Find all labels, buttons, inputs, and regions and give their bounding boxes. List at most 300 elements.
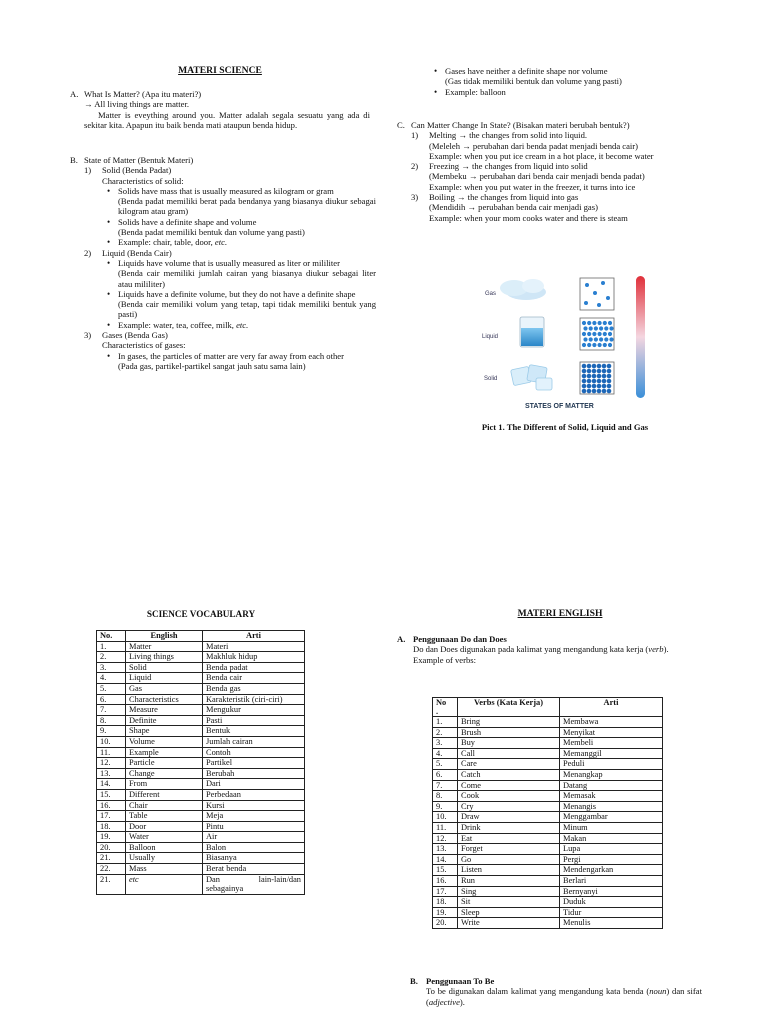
verbs-cell: 1. (433, 717, 458, 728)
liquid-bullet (118, 258, 376, 289)
solid-particle (582, 384, 587, 389)
solid-particle (602, 379, 607, 384)
verbs-cell: Listen (458, 865, 560, 876)
liquid-particle (582, 321, 586, 325)
vocab-cell: Berat benda (203, 864, 305, 875)
solid-particle (602, 389, 607, 394)
liquid-bullet-1: • Liquids have volume that is usually measured as liter or mililiter (118, 257, 340, 268)
verbs-cell: Peduli (560, 759, 663, 770)
english-a-text: Do dan Does digunakan pada kalimat yang mengandung kata kerja ( (413, 644, 649, 655)
vocab-cell: Balloon (126, 842, 203, 853)
liquid-particle (589, 337, 593, 341)
section-b-label: B. (70, 155, 78, 165)
vocab-cell: 5. (97, 683, 126, 694)
verbs-table (432, 697, 663, 929)
vocab-cell: Matter (126, 641, 203, 652)
vocab-row (97, 874, 305, 894)
verbs-cell: 9. (433, 801, 458, 812)
gases-num: 3) (84, 330, 92, 341)
vocab-cell: Benda cair (203, 673, 305, 684)
vocab-cell: Benda padat (203, 662, 305, 673)
states-of-matter-figure (470, 270, 660, 415)
vocab-cell: Berubah (203, 768, 305, 779)
section-a-paragraph: Matter is eveything around you. Matter adalah segala sesuatu yang ada di sekitar kita. Apapun itu baik benda mati ataupun benda hidup. (84, 109, 370, 130)
vocab-cell: Dan lain-lain/dan sebagainya (203, 874, 305, 894)
solid-particle (597, 379, 602, 384)
liquid-bullet-2: • Liquids have a definite volume, but they do not have a definite shape (118, 288, 356, 299)
verbs-cell: Berlari (560, 875, 663, 886)
liquid-particle (598, 343, 602, 347)
figure-caption: Pict 1. The Different of Solid, Liquid and Gas (481, 422, 649, 432)
solid-heading: Solid (Benda Padat) (102, 165, 172, 176)
verbs-row (433, 780, 663, 791)
vocab-cell: 16. (97, 800, 126, 811)
vocab-cell: 9. (97, 726, 126, 737)
solid-bullet-3-etc: etc. (214, 237, 228, 248)
english-b-adjective-italic: adjective (428, 996, 460, 1007)
verbs-cell: Eat (458, 833, 560, 844)
english-a-text-end: ). (663, 644, 669, 655)
verbs-cell: Mendengarkan (560, 865, 663, 876)
gases-bullet-2-translation: (Gas tidak memiliki bentuk dan volume yang pasti) (445, 76, 622, 87)
gases-bullet-1: • In gases, the particles of matter are very far away from each other (118, 350, 344, 361)
solid-particle (607, 384, 612, 389)
solid-bullet (118, 186, 376, 217)
vocab-cell: 22. (97, 864, 126, 875)
verbs-cell: 17. (433, 886, 458, 897)
english-b-text-c: ). (459, 996, 465, 1007)
verbs-cell: Bring (458, 717, 560, 728)
english-b-heading: Penggunaan To Be (426, 976, 495, 986)
section-b-heading: State of Matter (Bentuk Materi) (84, 155, 194, 165)
vocab-row (97, 715, 305, 726)
solid-particle (607, 369, 612, 374)
verbs-cell: Brush (458, 727, 560, 738)
solid-bullet (118, 217, 376, 238)
liquid-particle (608, 321, 612, 325)
gases-bullet-1-translation: (Pada gas, partikel-partikel sangat jauh satu sama lain) (118, 360, 306, 371)
vocab-cell: Particle (126, 758, 203, 769)
solid-label: Solid (484, 376, 498, 382)
english-section-b (410, 976, 702, 1007)
vocab-cell: Meja (203, 811, 305, 822)
english-b-noun-italic: noun (649, 986, 667, 997)
liquid-particle (598, 321, 602, 325)
vocab-cell: 20. (97, 842, 126, 853)
solid-particle (607, 389, 612, 394)
vocab-cell: Volume (126, 736, 203, 747)
liquid-bullet-3-etc: etc. (236, 319, 249, 330)
vocab-cell: 10. (97, 736, 126, 747)
verbs-cell: 16. (433, 875, 458, 886)
solid-particle (597, 374, 602, 379)
verbs-row (433, 875, 663, 886)
gas-label: Gas (485, 291, 497, 297)
solid-particle (602, 364, 607, 369)
vocab-row (97, 652, 305, 663)
vocab-header-arti: Arti (203, 631, 305, 642)
liquid-particle (582, 343, 586, 347)
vocab-cell: 11. (97, 747, 126, 758)
english-a-label: A. (397, 634, 406, 644)
liquid-particle (592, 332, 596, 336)
vocab-row (97, 758, 305, 769)
english-a-example: Example of verbs: (413, 654, 477, 665)
solid-particle (587, 364, 592, 369)
change-item-l1: Freezing → the changes from liquid into solid (429, 161, 588, 172)
liquid-particle (589, 326, 593, 330)
verbs-cell: Buy (458, 738, 560, 749)
solid-particle (602, 374, 607, 379)
vocab-row (97, 853, 305, 864)
vocab-cell: Usually (126, 853, 203, 864)
vocab-cell: Perbedaan (203, 789, 305, 800)
gases-characteristics: Characteristics of gases: (102, 340, 186, 351)
solid-bullet (118, 237, 376, 247)
liquid-particle (609, 326, 613, 330)
vocab-cell: Change (126, 768, 203, 779)
solid-bullet-3: Example: chair, table, door, (118, 237, 213, 248)
vocab-title: SCIENCE VOCABULARY (146, 609, 256, 619)
verbs-cell: Lupa (560, 844, 663, 855)
vocab-row (97, 673, 305, 684)
liquid-particle (603, 343, 607, 347)
liquid-bullet-1-translation: (Benda cair memiliki jumlah cairan yang biasanya diukur sebagai liter atau mililiter) (118, 268, 376, 289)
liquid-label: Liquid (482, 334, 499, 340)
section-c (397, 120, 707, 223)
verbs-cell: Call (458, 748, 560, 759)
vocab-cell: Gas (126, 683, 203, 694)
verbs-row (433, 918, 663, 929)
gases-bullet (118, 351, 376, 372)
solid-particle (582, 389, 587, 394)
section-a-heading: What Is Matter? (Apa itu materi?) (84, 89, 202, 99)
verbs-cell: Datang (560, 780, 663, 791)
verbs-cell: 8. (433, 791, 458, 802)
gases-continued (429, 66, 709, 97)
solid-particle (582, 364, 587, 369)
verbs-cell: 19. (433, 907, 458, 918)
vocab-cell: Definite (126, 715, 203, 726)
vocab-cell: Air (203, 832, 305, 843)
section-a-label: A. (70, 89, 79, 99)
vocab-cell: 6. (97, 694, 126, 705)
verbs-row (433, 907, 663, 918)
english-section-a (397, 634, 702, 665)
vocab-cell: Liquid (126, 673, 203, 684)
english-a-verb-italic: verb (648, 644, 664, 655)
verbs-cell: Membawa (560, 717, 663, 728)
liquid-particle (603, 321, 607, 325)
vocab-row (97, 726, 305, 737)
solid-particle (592, 369, 597, 374)
liquid-particle (587, 321, 591, 325)
verbs-cell: Duduk (560, 897, 663, 908)
liquid-particle (582, 332, 586, 336)
verbs-cell: Care (458, 759, 560, 770)
liquid-particle (599, 337, 603, 341)
gases-bullet (445, 87, 709, 97)
vocab-cell: 13. (97, 768, 126, 779)
english-b-text-b: ) dan sifat ( (426, 986, 702, 1007)
vocab-table-wrap (96, 630, 305, 895)
vocab-header-no: No. (97, 631, 126, 642)
section-c-heading: Can Matter Change In State? (Bisakan materi berubah bentuk?) (411, 120, 630, 130)
section-a-arrow-line: → All living things are matter. (84, 99, 190, 110)
vocab-row (97, 779, 305, 790)
verbs-row (433, 717, 663, 728)
liquid-bullet-3: Example: water, tea, coffee, milk, (118, 319, 234, 330)
change-item-num: 3) (411, 192, 419, 203)
beaker-icon (520, 317, 544, 347)
verbs-table-wrap (432, 697, 663, 929)
vocab-cell: Solid (126, 662, 203, 673)
verbs-cell: 5. (433, 759, 458, 770)
verbs-cell: Go (458, 854, 560, 865)
verbs-cell: Cry (458, 801, 560, 812)
gases-bullet-2: • Gases have neither a definite shape nor volume (445, 66, 608, 76)
vocab-cell: Pintu (203, 821, 305, 832)
liquid-heading: Liquid (Benda Cair) (102, 247, 172, 258)
vocab-cell: 21. (97, 853, 126, 864)
vocab-cell: 21. (97, 874, 126, 894)
english-b-paragraph (426, 986, 702, 1007)
change-item-l2: (Meleleh → perubahan dari benda padat menjadi benda cair) (429, 140, 639, 151)
liquid-particle (594, 337, 598, 341)
change-item-num: 2) (411, 161, 419, 172)
english-title: MATERI ENGLISH (517, 608, 603, 619)
liquid-num: 2) (84, 247, 92, 258)
verbs-row (433, 822, 663, 833)
solid-particle (602, 369, 607, 374)
liquid-particle (608, 332, 612, 336)
vocab-cell: Karakteristik (ciri-ciri) (203, 694, 305, 705)
verbs-cell: Pergi (560, 854, 663, 865)
solid-characteristics: Characteristics of solid: (102, 175, 184, 186)
change-item-l3: Example: when your mom cooks water and there is steam (429, 212, 628, 223)
vocab-cell: Mengukur (203, 705, 305, 716)
change-item-l1: Boiling → the changes from liquid into gas (429, 192, 579, 203)
section-b (70, 155, 376, 371)
vocab-cell: Bentuk (203, 726, 305, 737)
change-item-l2: (Mendidih → perubahan benda cair menjadi gas) (429, 202, 598, 213)
vocab-cell: Example (126, 747, 203, 758)
verbs-cell: Write (458, 918, 560, 929)
solid-particle (607, 379, 612, 384)
change-item (397, 161, 707, 192)
verbs-cell: 15. (433, 865, 458, 876)
solid-particle (587, 384, 592, 389)
vocab-cell: Dari (203, 779, 305, 790)
vocab-cell: Jumlah cairan (203, 736, 305, 747)
solid-particle (592, 364, 597, 369)
vocab-cell: 15. (97, 789, 126, 800)
solid-particle (587, 369, 592, 374)
solid-bullet-1: • Solids have mass that is usually measured as kilogram or gram (118, 185, 334, 196)
vocab-cell: Pasti (203, 715, 305, 726)
verbs-cell: Makan (560, 833, 663, 844)
vocab-row (97, 641, 305, 652)
vocab-cell: Kursi (203, 800, 305, 811)
solid-num: 1) (84, 165, 92, 176)
verbs-cell: 7. (433, 780, 458, 791)
change-item (397, 192, 707, 223)
solid-particle (582, 369, 587, 374)
liquid-particle (583, 326, 587, 330)
vocab-cell: 17. (97, 811, 126, 822)
section-c-label: C. (397, 120, 405, 130)
verbs-cell: 13. (433, 844, 458, 855)
solid-particle (592, 379, 597, 384)
liquid-particle (604, 326, 608, 330)
verbs-cell: Memanggil (560, 748, 663, 759)
verbs-cell: Membeli (560, 738, 663, 749)
liquid-particle (592, 321, 596, 325)
verbs-cell: Sing (458, 886, 560, 897)
vocab-row (97, 747, 305, 758)
solid-particle (607, 364, 612, 369)
vocab-cell: Partikel (203, 758, 305, 769)
vocab-cell: Mass (126, 864, 203, 875)
verbs-cell: 3. (433, 738, 458, 749)
vocab-row (97, 811, 305, 822)
solid-particle (597, 389, 602, 394)
change-item-l3: Example: when you put water in the freezer, it turns into ice (429, 181, 636, 192)
vocab-row (97, 864, 305, 875)
vocab-cell: Biasanya (203, 853, 305, 864)
ice-cubes-icon (511, 365, 552, 390)
change-item (397, 130, 707, 161)
verbs-cell: 20. (433, 918, 458, 929)
solid-particle (587, 374, 592, 379)
verbs-cell: 4. (433, 748, 458, 759)
change-item-num: 1) (411, 130, 419, 141)
verbs-cell: Run (458, 875, 560, 886)
solid-particle (592, 384, 597, 389)
liquid-bullet (118, 320, 376, 330)
vocab-cell: 19. (97, 832, 126, 843)
solid-particle (592, 389, 597, 394)
verbs-row (433, 854, 663, 865)
verbs-cell: Sleep (458, 907, 560, 918)
liquid-particle (587, 332, 591, 336)
verbs-cell: 18. (433, 897, 458, 908)
verbs-cell: 14. (433, 854, 458, 865)
vocab-cell: From (126, 779, 203, 790)
vocab-cell: 4. (97, 673, 126, 684)
vocab-row (97, 821, 305, 832)
solid-particle (582, 374, 587, 379)
verbs-cell: Cook (458, 791, 560, 802)
change-item-l3: Example: when you put ice cream in a hot place, it become water (429, 150, 654, 161)
solid-particle (582, 379, 587, 384)
vocab-cell: 1. (97, 641, 126, 652)
vocab-cell: 7. (97, 705, 126, 716)
verbs-cell: 10. (433, 812, 458, 823)
verbs-row (433, 812, 663, 823)
liquid-particle (609, 337, 613, 341)
solid-particle (602, 384, 607, 389)
verbs-cell: Sit (458, 897, 560, 908)
verbs-cell: 2. (433, 727, 458, 738)
solid-bullet-2: • Solids have a definite shape and volume (118, 216, 257, 227)
vocab-cell: 18. (97, 821, 126, 832)
gases-bullet-3: • Example: balloon (445, 86, 506, 97)
verbs-row (433, 897, 663, 908)
verbs-row (433, 886, 663, 897)
solid-particle (607, 374, 612, 379)
vocab-row (97, 800, 305, 811)
verbs-cell: Bernyanyi (560, 886, 663, 897)
liquid-particle (603, 332, 607, 336)
solid-particle (597, 369, 602, 374)
section-a (70, 89, 370, 130)
change-item-l2: (Membeku → perubahan dari benda cair menjadi benda padat) (429, 171, 645, 182)
verbs-cell: 12. (433, 833, 458, 844)
liquid-particle (598, 332, 602, 336)
solid-particles-box (580, 362, 614, 394)
verbs-cell: Memasak (560, 791, 663, 802)
states-of-matter-illustration (470, 270, 660, 415)
verbs-cell: Menggambar (560, 812, 663, 823)
verbs-row (433, 727, 663, 738)
verbs-cell: Come (458, 780, 560, 791)
verbs-cell: Draw (458, 812, 560, 823)
verbs-row (433, 759, 663, 770)
vocab-cell: Door (126, 821, 203, 832)
gas-particles-box (580, 278, 614, 310)
figure-inner-caption: STATES OF MATTER (525, 403, 594, 410)
vocab-cell: Water (126, 832, 203, 843)
verbs-cell: Tidur (560, 907, 663, 918)
verbs-header-no: No . (433, 698, 458, 717)
vocab-cell: 3. (97, 662, 126, 673)
vocab-cell: etc (126, 874, 203, 894)
english-a-heading: Penggunaan Do dan Does (413, 634, 507, 644)
vocab-cell: 8. (97, 715, 126, 726)
liquid-particle (599, 326, 603, 330)
gas-cloud-icon (500, 279, 546, 300)
verbs-row (433, 791, 663, 802)
verbs-cell: Drink (458, 822, 560, 833)
vocab-row (97, 789, 305, 800)
solid-bullet-1-translation: (Benda padat memiliki berat pada bendanya yang biasanya diukur sebagai kilogram atau gram) (118, 196, 376, 217)
liquid-bullet (118, 289, 376, 320)
verbs-row (433, 769, 663, 780)
vocab-cell: Characteristics (126, 694, 203, 705)
verbs-cell: Menangkap (560, 769, 663, 780)
liquid-particle (604, 337, 608, 341)
vocab-cell: Living things (126, 652, 203, 663)
solid-particle (592, 374, 597, 379)
liquid-particle (608, 343, 612, 347)
verbs-cell: Catch (458, 769, 560, 780)
vocab-cell: Balon (203, 842, 305, 853)
english-b-label: B. (410, 976, 418, 986)
page-title: MATERI SCIENCE (178, 65, 262, 76)
english-a-paragraph (413, 644, 702, 654)
verbs-header-verbs: Verbs (Kata Kerja) (458, 698, 560, 717)
vocab-table (96, 630, 305, 895)
verbs-row (433, 801, 663, 812)
vocab-row (97, 694, 305, 705)
vocab-header-english: English (126, 631, 203, 642)
english-b-text-a: To be digunakan dalam kalimat yang mengandung kata benda ( (426, 986, 650, 997)
vocab-cell: Contoh (203, 747, 305, 758)
liquid-particle (583, 337, 587, 341)
verbs-row (433, 865, 663, 876)
vocab-row (97, 842, 305, 853)
